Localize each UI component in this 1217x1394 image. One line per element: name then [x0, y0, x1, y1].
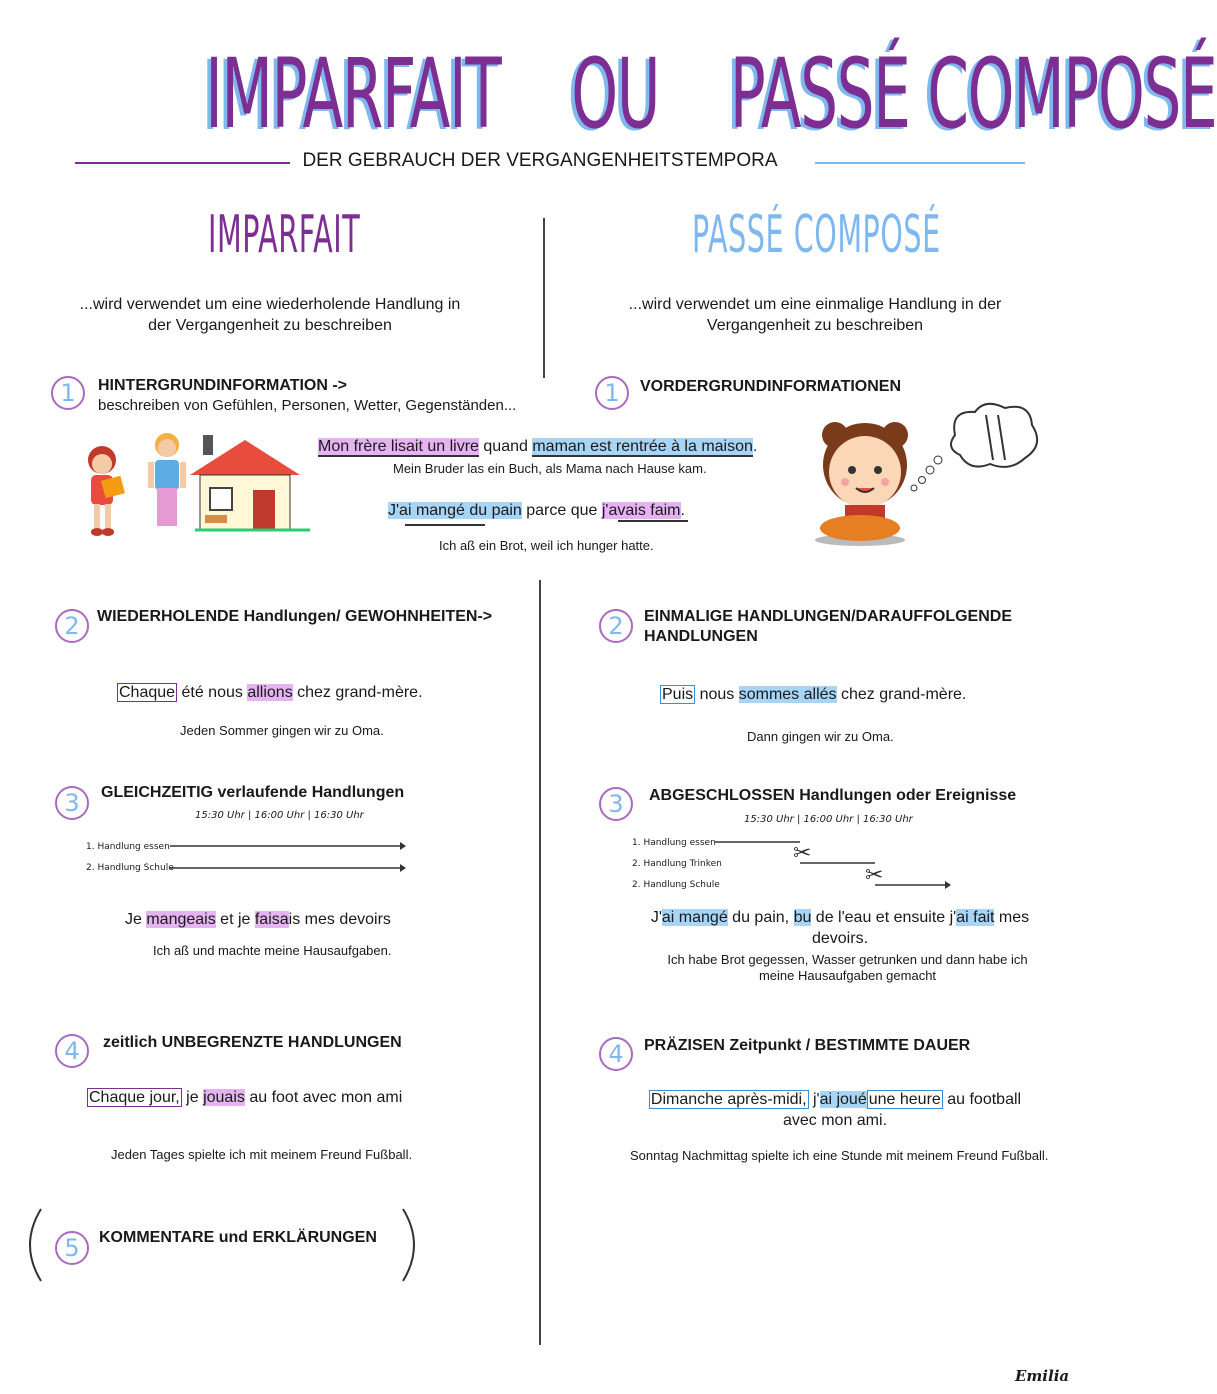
right-timeline-label-2: 2. Handlung Trinken	[632, 859, 722, 869]
left-description: ...wird verwendet um eine wiederholende Handlung in der Vergangenheit zu beschreiben	[79, 296, 461, 334]
right-translation-4: Sonntag Nachmittag spielte ich eine Stunde mit meinem Freund Fußball.	[630, 1148, 1049, 1163]
right-example-4: Dimanche après-midi, j'ai joué une heure au football avec mon ami.	[650, 1091, 1022, 1129]
left-section-1-heading: HINTERGRUNDINFORMATION -> beschreiben von Gefühlen, Personen, Wetter, Gegenständen...	[98, 377, 517, 414]
example-2: J'ai mangé du pain parce que j'avais faim.	[388, 502, 685, 519]
left-section-3-heading: GLEICHZEITIG verlaufende Handlungen	[101, 784, 405, 801]
subtitle: DER GEBRAUCH DER VERGANGENHEITSTEMPORA	[302, 150, 778, 171]
number-badge-1-right: 1	[595, 376, 629, 410]
right-timeline-arrows	[715, 830, 960, 892]
left-translation-4: Jeden Tages spielte ich mit meinem Freund Fußball.	[111, 1147, 413, 1162]
right-example-3: J'ai mangé du pain, bu de l'eau et ensuite j'ai fait mes devoirs.	[650, 909, 1030, 947]
underline-2	[618, 520, 688, 522]
number-badge-2-right: 2	[599, 609, 633, 643]
family-house-illustration	[75, 430, 315, 545]
title-word-passe-compose: PASSÉ COMPOSÉ	[729, 38, 1217, 150]
left-section-4-heading: zeitlich UNBEGRENZTE HANDLUNGEN	[103, 1034, 402, 1051]
title-word-imparfait: IMPARFAIT	[205, 38, 501, 150]
right-description: ...wird verwendet um eine einmalige Handlung in der Vergangenheit zu beschreiben	[628, 296, 1002, 334]
left-heading: IMPARFAIT	[208, 205, 361, 265]
left-translation-2: Jeden Sommer gingen wir zu Oma.	[180, 723, 384, 738]
translation-2: Ich aß ein Brot, weil ich hunger hatte.	[439, 538, 654, 553]
divider-bottom	[539, 580, 541, 1345]
number-badge-4-right: 4	[599, 1037, 633, 1071]
translation-1: Mein Bruder las ein Buch, als Mama nach Hause kam.	[393, 461, 707, 476]
number-badge-4: 4	[55, 1034, 89, 1068]
number-badge-1: 1	[51, 376, 85, 410]
left-timeline-arrows	[170, 838, 410, 878]
title-word-ou: OU	[571, 38, 660, 150]
right-timeline-label-1: 1. Handlung essen	[632, 838, 716, 848]
scissors-icon-2: ✂	[865, 863, 884, 888]
right-timeline-times: 15:30 Uhr | 16:00 Uhr | 16:30 Uhr	[744, 814, 913, 825]
number-badge-3: 3	[55, 786, 89, 820]
right-translation-3: Ich habe Brot gegessen, Wasser getrunken und dann habe ich meine Hausaufgaben gemacht	[667, 952, 1028, 983]
example-1: Mon frère lisait un livre quand maman est rentrée à la maison.	[318, 438, 758, 455]
left-example-2: Chaque été nous allions chez grand-mère.	[119, 684, 423, 701]
page-title	[205, 38, 1217, 150]
girl-bread-thought-illustration	[810, 400, 1050, 550]
right-section-2-heading: EINMALIGE HANDLUNGEN/DARAUFFOLGENDE HANDLUNGEN	[644, 608, 1012, 645]
number-badge-2: 2	[55, 609, 89, 643]
divider-top	[543, 218, 545, 378]
left-translation-3: Ich aß und machte meine Hausaufgaben.	[153, 943, 392, 958]
left-timeline-label-1: 1. Handlung essen	[86, 842, 170, 852]
right-section-1-heading: VORDERGRUNDINFORMATIONEN	[640, 378, 902, 395]
number-badge-5: 5	[55, 1231, 89, 1265]
left-example-3: Je mangeais et je faisais mes devoirs	[125, 911, 391, 928]
right-translation-2: Dann gingen wir zu Oma.	[747, 729, 894, 744]
scissors-icon-1: ✂	[793, 841, 812, 866]
right-example-2: Puis nous sommes allés chez grand-mère.	[662, 686, 967, 703]
right-heading: PASSÉ COMPOSÉ	[692, 205, 941, 265]
underline-1	[405, 524, 485, 526]
left-section-2-heading: WIEDERHOLENDE Handlungen/ GEWOHNHEITEN->	[97, 608, 493, 625]
right-section-4-heading: PRÄZISEN Zeitpunkt / BESTIMMTE DAUER	[644, 1037, 971, 1054]
right-section-3-heading: ABGESCHLOSSEN Handlungen oder Ereignisse	[649, 787, 1017, 804]
right-timeline-label-3: 2. Handlung Schule	[632, 880, 720, 890]
left-section-5-heading: KOMMENTARE und ERKLÄRUNGEN	[99, 1229, 377, 1246]
left-example-4: Chaque jour, je jouais au foot avec mon ami	[89, 1089, 403, 1106]
number-badge-3-right: 3	[599, 787, 633, 821]
left-timeline-times: 15:30 Uhr | 16:00 Uhr | 16:30 Uhr	[195, 810, 364, 821]
left-timeline-label-2: 2. Handlung Schule	[86, 863, 174, 873]
signature: Emilia	[1015, 1367, 1070, 1385]
